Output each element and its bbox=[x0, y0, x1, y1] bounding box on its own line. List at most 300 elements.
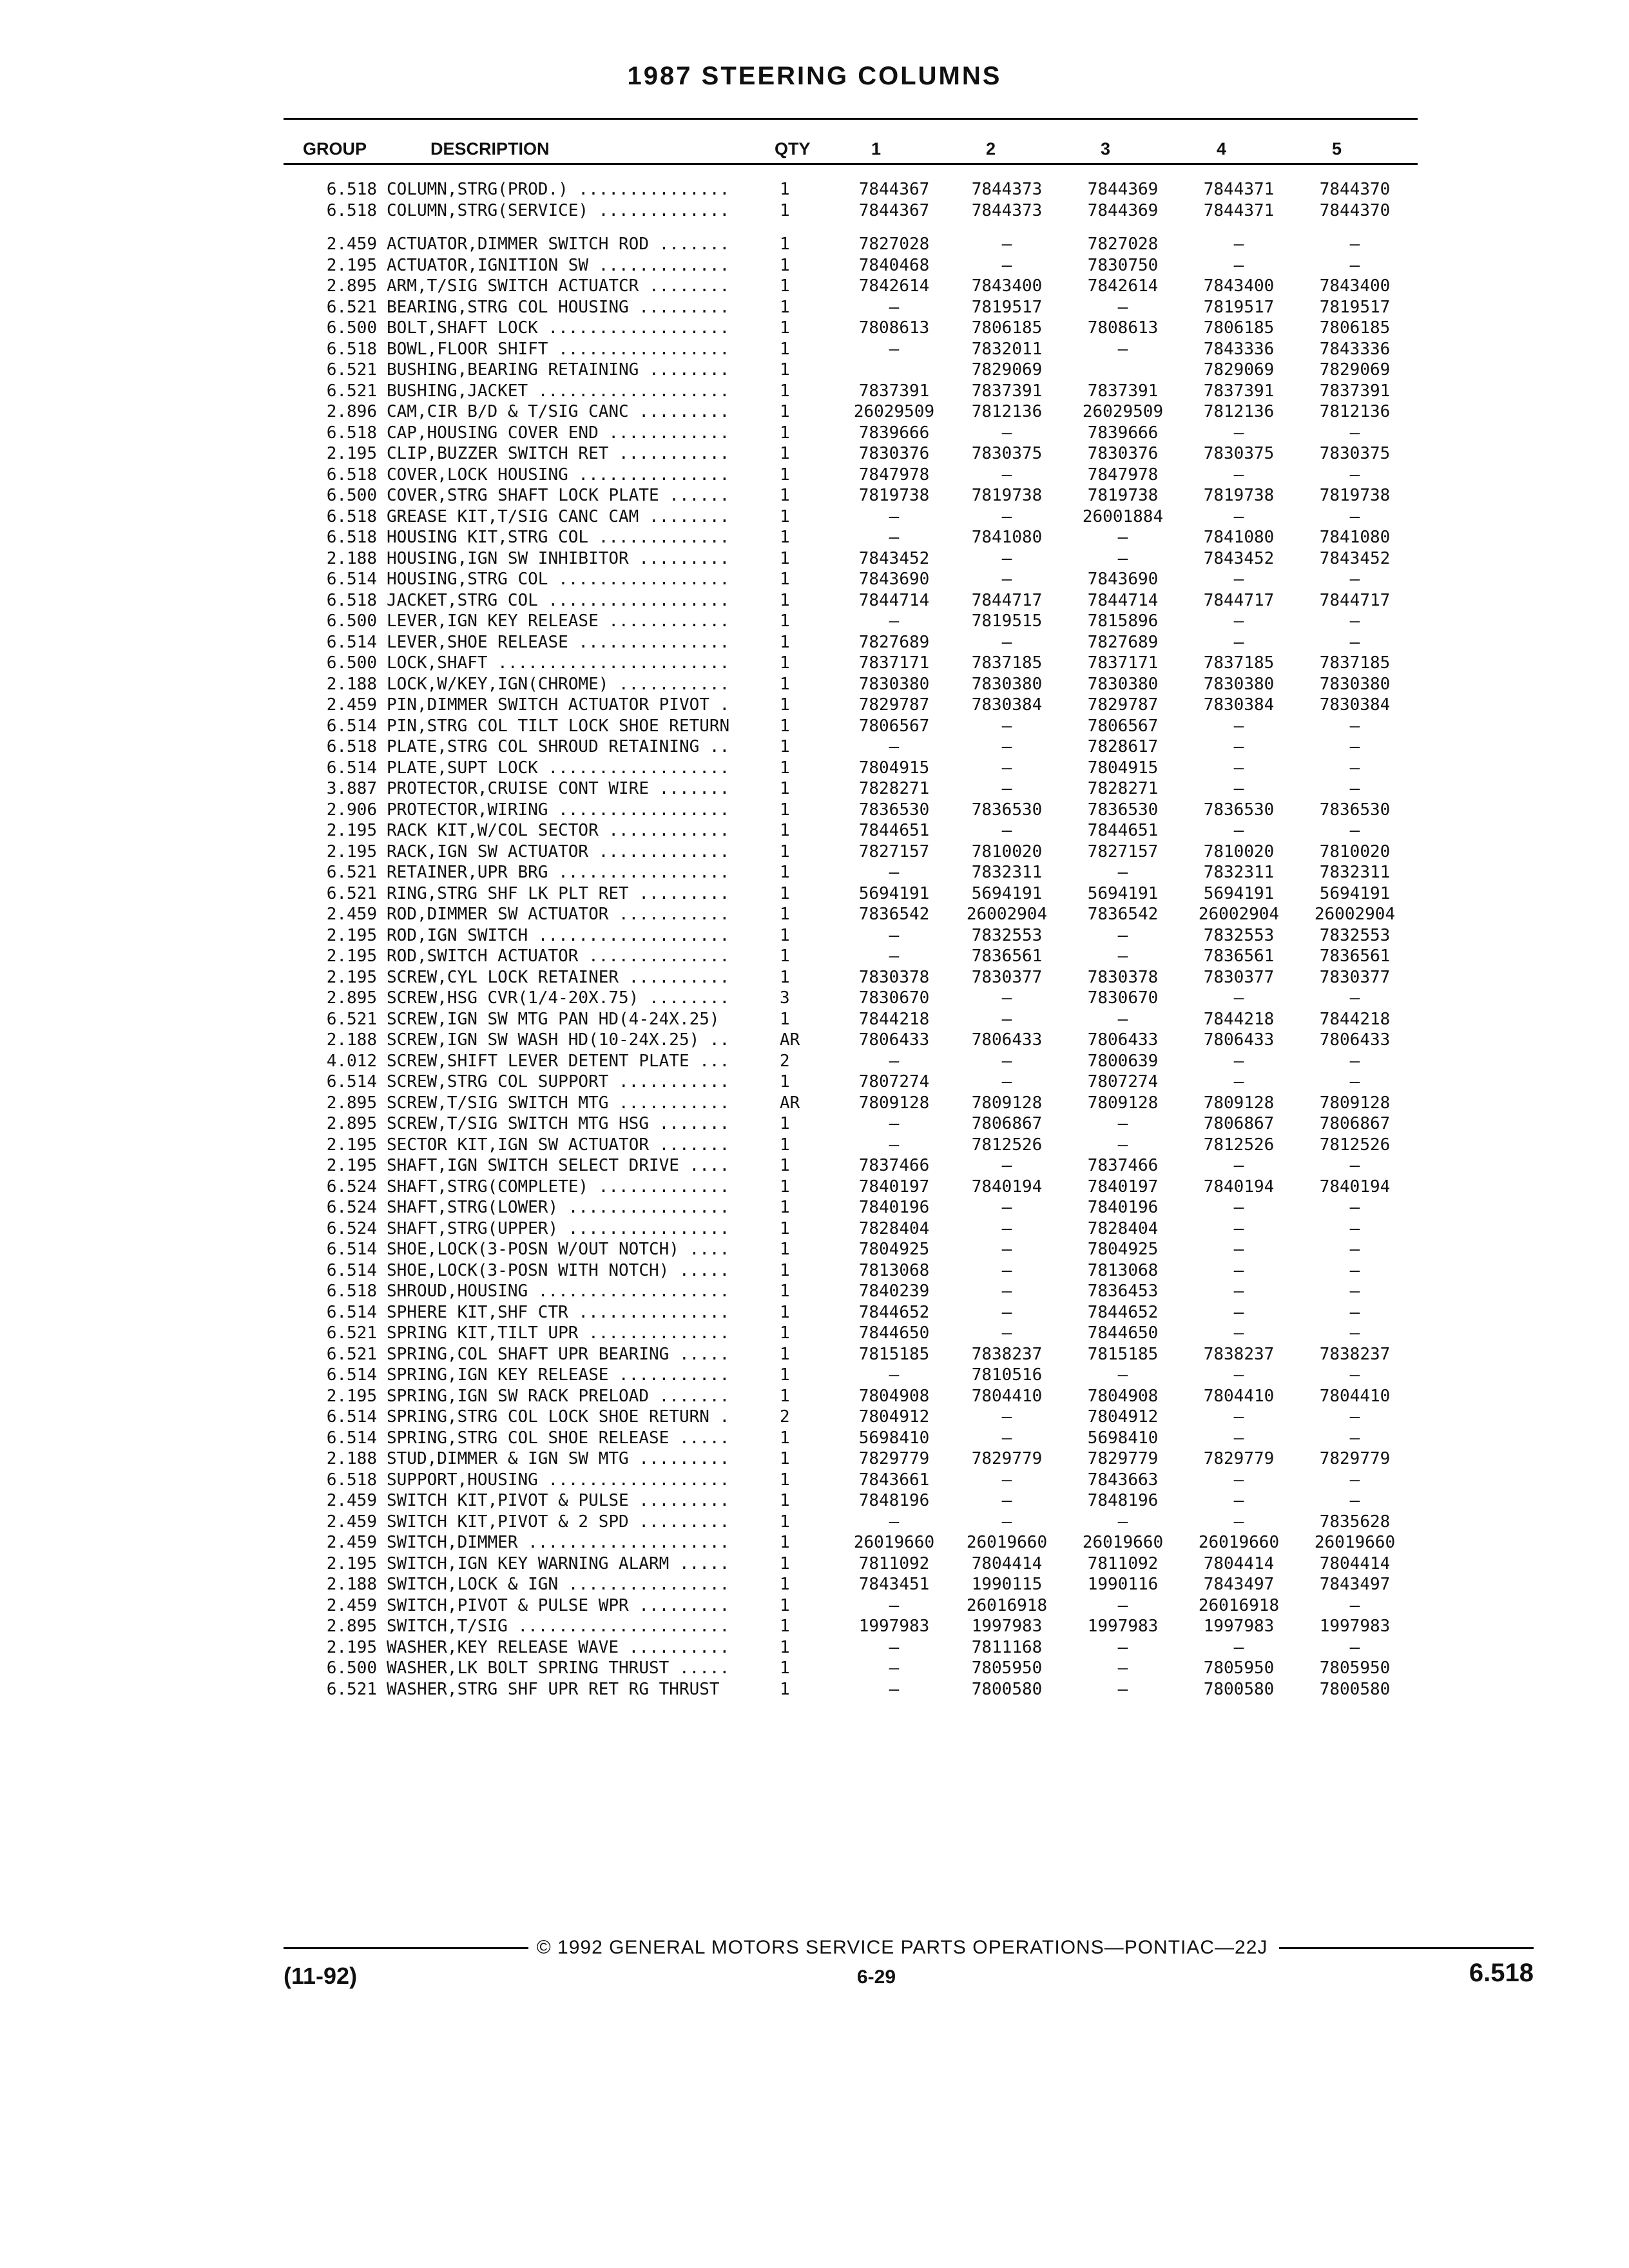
row-part-4: 7844371 bbox=[1203, 200, 1275, 220]
row-part-4: — bbox=[1233, 716, 1244, 736]
row-part-1: 7836542 bbox=[858, 905, 930, 924]
row-part-3: 7837171 bbox=[1087, 653, 1159, 673]
row-part-3: 7804908 bbox=[1087, 1386, 1159, 1406]
row-qty: 2 bbox=[780, 1407, 790, 1427]
row-part-3: 7806567 bbox=[1087, 716, 1159, 736]
row-group: 6.521 bbox=[326, 863, 377, 882]
row-group: 6.518 bbox=[326, 180, 377, 199]
row-qty: 1 bbox=[780, 1512, 790, 1532]
row-group: 6.514 bbox=[326, 1428, 377, 1448]
header-col-4: 4 bbox=[1217, 139, 1227, 159]
row-part-5: 7841080 bbox=[1319, 528, 1391, 547]
row-part-3: — bbox=[1117, 947, 1128, 966]
row-group: 6.500 bbox=[326, 611, 377, 631]
row-part-2: 7840194 bbox=[971, 1177, 1043, 1196]
row-description: HOUSING,STRG COL ................. bbox=[387, 570, 730, 589]
row-description: SECTOR KIT,IGN SW ACTUATOR ....... bbox=[387, 1135, 730, 1155]
row-group: 2.895 bbox=[326, 988, 377, 1008]
row-part-5: — bbox=[1349, 1051, 1360, 1071]
row-part-5: — bbox=[1349, 1072, 1360, 1091]
row-part-3: 7836530 bbox=[1087, 800, 1159, 820]
row-part-5: — bbox=[1349, 1637, 1360, 1657]
row-part-4: — bbox=[1233, 1240, 1244, 1259]
row-part-1: 5694191 bbox=[858, 883, 930, 903]
row-part-4: 7830380 bbox=[1203, 674, 1275, 694]
row-description: RACK,IGN SW ACTUATOR ............. bbox=[387, 841, 730, 861]
row-part-4: 7843497 bbox=[1203, 1575, 1275, 1594]
table-row bbox=[0, 988, 1629, 1009]
row-part-3: 7844650 bbox=[1087, 1323, 1159, 1343]
row-part-4: — bbox=[1233, 423, 1244, 443]
row-part-2: 7830384 bbox=[971, 695, 1043, 715]
row-part-5: 7832553 bbox=[1319, 925, 1391, 945]
row-part-1: 7830670 bbox=[858, 988, 930, 1008]
row-description: SWITCH KIT,PIVOT & PULSE ......... bbox=[387, 1491, 730, 1510]
row-part-2: — bbox=[1001, 1218, 1012, 1238]
row-part-1: 7840197 bbox=[858, 1177, 930, 1196]
row-qty: 1 bbox=[780, 883, 790, 903]
row-qty: AR bbox=[780, 1093, 800, 1113]
row-part-2: 7837391 bbox=[971, 381, 1043, 401]
row-part-3: — bbox=[1117, 528, 1128, 547]
row-group: 2.895 bbox=[326, 1114, 377, 1133]
row-description: CLIP,BUZZER SWITCH RET ........... bbox=[387, 444, 730, 463]
row-description: ROD,SWITCH ACTUATOR .............. bbox=[387, 947, 730, 966]
row-qty: 1 bbox=[780, 1553, 790, 1573]
row-part-3: — bbox=[1117, 1658, 1128, 1678]
table-row bbox=[0, 1574, 1629, 1595]
row-part-5: 7812526 bbox=[1319, 1135, 1391, 1155]
row-description: ACTUATOR,DIMMER SWITCH ROD ....... bbox=[387, 235, 730, 254]
row-part-2: — bbox=[1001, 1240, 1012, 1259]
table-row bbox=[0, 1512, 1629, 1533]
row-description: STUD,DIMMER & IGN SW MTG ......... bbox=[387, 1449, 730, 1468]
row-part-2: 7844717 bbox=[971, 590, 1043, 610]
table-row bbox=[0, 255, 1629, 276]
row-group: 6.518 bbox=[326, 200, 377, 220]
row-description: SHAFT,IGN SWITCH SELECT DRIVE .... bbox=[387, 1156, 730, 1175]
row-part-4: — bbox=[1233, 632, 1244, 652]
row-description: ARM,T/SIG SWITCH ACTUATCR ........ bbox=[387, 276, 730, 296]
row-part-2: — bbox=[1001, 255, 1012, 275]
row-description: SCREW,CYL LOCK RETAINER .......... bbox=[387, 967, 730, 987]
row-part-1: — bbox=[889, 297, 900, 317]
row-part-5: — bbox=[1349, 1323, 1360, 1343]
row-part-3: 7828271 bbox=[1087, 779, 1159, 798]
row-part-5: 7830375 bbox=[1319, 444, 1391, 463]
row-group: 2.459 bbox=[326, 1595, 377, 1615]
row-group: 6.524 bbox=[326, 1177, 377, 1196]
row-part-2: — bbox=[1001, 632, 1012, 652]
row-qty: 1 bbox=[780, 1595, 790, 1615]
row-part-1: 7830380 bbox=[858, 674, 930, 694]
row-part-4: — bbox=[1233, 1407, 1244, 1427]
row-part-5: — bbox=[1349, 1595, 1360, 1615]
row-group: 6.521 bbox=[326, 381, 377, 401]
row-part-4: 7812526 bbox=[1203, 1135, 1275, 1155]
row-group: 6.521 bbox=[326, 1009, 377, 1029]
row-part-2: — bbox=[1001, 1051, 1012, 1071]
row-part-2: — bbox=[1001, 1156, 1012, 1175]
table-row bbox=[0, 1637, 1629, 1658]
row-description: SHAFT,STRG(LOWER) ................ bbox=[387, 1198, 730, 1217]
row-part-4: 7806433 bbox=[1203, 1030, 1275, 1050]
row-part-2: 7843400 bbox=[971, 276, 1043, 296]
row-group: 6.514 bbox=[326, 1072, 377, 1091]
table-row bbox=[0, 234, 1629, 255]
row-description: SCREW,IGN SW WASH HD(10-24X.25) .. bbox=[387, 1030, 730, 1050]
row-part-1: 7844367 bbox=[858, 200, 930, 220]
row-qty: 1 bbox=[780, 779, 790, 798]
row-part-3: 7839666 bbox=[1087, 423, 1159, 443]
header-top-rule bbox=[284, 118, 1418, 120]
row-group: 2.906 bbox=[326, 800, 377, 820]
table-row bbox=[0, 632, 1629, 653]
row-part-2: 7819738 bbox=[971, 486, 1043, 505]
row-part-5: 7843336 bbox=[1319, 339, 1391, 359]
row-part-4: 26016918 bbox=[1198, 1595, 1280, 1615]
row-part-3: 7827689 bbox=[1087, 632, 1159, 652]
row-part-3: 7844714 bbox=[1087, 590, 1159, 610]
row-qty: 1 bbox=[780, 716, 790, 736]
row-description: WASHER,LK BOLT SPRING THRUST ..... bbox=[387, 1658, 730, 1678]
row-qty: 1 bbox=[780, 1491, 790, 1510]
row-group: 2.895 bbox=[326, 1617, 377, 1636]
row-qty: 1 bbox=[780, 180, 790, 199]
row-part-3: 7800639 bbox=[1087, 1051, 1159, 1071]
row-qty: 1 bbox=[780, 423, 790, 443]
row-part-2: 7837185 bbox=[971, 653, 1043, 673]
row-description: SPRING KIT,TILT UPR .............. bbox=[387, 1323, 730, 1343]
row-part-2: 7844373 bbox=[971, 200, 1043, 220]
row-qty: 1 bbox=[780, 1575, 790, 1594]
row-part-2: 7804414 bbox=[971, 1553, 1043, 1573]
row-description: SWITCH,LOCK & IGN ................ bbox=[387, 1575, 730, 1594]
row-part-2: 7844373 bbox=[971, 180, 1043, 199]
row-part-2: — bbox=[1001, 821, 1012, 840]
row-group: 2.195 bbox=[326, 255, 377, 275]
row-part-1: 26029509 bbox=[853, 402, 935, 421]
row-part-2: 7832011 bbox=[971, 339, 1043, 359]
row-part-3: 7809128 bbox=[1087, 1093, 1159, 1113]
footer-page-number: 6-29 bbox=[856, 1966, 896, 1988]
table-row bbox=[0, 653, 1629, 674]
table-row bbox=[0, 946, 1629, 967]
table-row bbox=[0, 1428, 1629, 1449]
row-part-2: 7830380 bbox=[971, 674, 1043, 694]
row-group: 6.521 bbox=[326, 1323, 377, 1343]
row-group: 2.195 bbox=[326, 925, 377, 945]
table-row bbox=[0, 1658, 1629, 1679]
row-part-1: 7815185 bbox=[858, 1344, 930, 1364]
row-description: HOUSING,IGN SW INHIBITOR ......... bbox=[387, 548, 730, 568]
table-row bbox=[0, 967, 1629, 988]
row-qty: 1 bbox=[780, 548, 790, 568]
row-qty: 1 bbox=[780, 967, 790, 987]
table-row bbox=[0, 1135, 1629, 1156]
row-part-2: 7832553 bbox=[971, 925, 1043, 945]
row-part-2: 7829069 bbox=[971, 360, 1043, 380]
row-part-4: 7805950 bbox=[1203, 1658, 1275, 1678]
row-part-3: 7843663 bbox=[1087, 1470, 1159, 1490]
row-description: PROTECTOR,WIRING ................. bbox=[387, 800, 730, 820]
row-part-3: 7807274 bbox=[1087, 1072, 1159, 1091]
row-part-5: 7830384 bbox=[1319, 695, 1391, 715]
row-part-4: 7809128 bbox=[1203, 1093, 1275, 1113]
row-group: 2.459 bbox=[326, 905, 377, 924]
row-group: 6.524 bbox=[326, 1218, 377, 1238]
row-part-5: — bbox=[1349, 1198, 1360, 1217]
row-description: BEARING,STRG COL HOUSING ......... bbox=[387, 297, 730, 317]
row-part-4: — bbox=[1233, 1260, 1244, 1280]
row-qty: 1 bbox=[780, 235, 790, 254]
row-part-3: 7844369 bbox=[1087, 200, 1159, 220]
row-part-2: — bbox=[1001, 1260, 1012, 1280]
row-part-2: — bbox=[1001, 1009, 1012, 1029]
row-qty: 1 bbox=[780, 821, 790, 840]
row-description: BUSHING,JACKET ................... bbox=[387, 381, 730, 401]
row-part-1: — bbox=[889, 1595, 900, 1615]
row-part-5: 5694191 bbox=[1319, 883, 1391, 903]
table-row bbox=[0, 1616, 1629, 1637]
header-col-1: 1 bbox=[871, 139, 882, 159]
row-qty: 1 bbox=[780, 360, 790, 380]
row-description: PROTECTOR,CRUISE CONT WIRE ....... bbox=[387, 779, 730, 798]
row-part-1: 7836530 bbox=[858, 800, 930, 820]
row-qty: 1 bbox=[780, 506, 790, 526]
row-group: 6.521 bbox=[326, 1344, 377, 1364]
table-row bbox=[0, 925, 1629, 947]
row-part-3: 5698410 bbox=[1087, 1428, 1159, 1448]
row-part-3: 1990116 bbox=[1087, 1575, 1159, 1594]
row-part-1: — bbox=[889, 1637, 900, 1657]
row-group: 6.524 bbox=[326, 1198, 377, 1217]
table-row bbox=[0, 1365, 1629, 1386]
row-part-2: 7810516 bbox=[971, 1365, 1043, 1385]
row-qty: 1 bbox=[780, 905, 790, 924]
row-part-5: 7836561 bbox=[1319, 947, 1391, 966]
row-part-3: — bbox=[1117, 1114, 1128, 1133]
row-part-5: — bbox=[1349, 821, 1360, 840]
row-part-1: 7844218 bbox=[858, 1009, 930, 1029]
parts-table bbox=[0, 179, 1629, 1700]
row-description: CAM,CIR B/D & T/SIG CANC ......... bbox=[387, 402, 730, 421]
row-part-3: 7804915 bbox=[1087, 758, 1159, 778]
row-part-1: 7809128 bbox=[858, 1093, 930, 1113]
row-part-1: 7840239 bbox=[858, 1282, 930, 1301]
row-qty: AR bbox=[780, 1030, 800, 1050]
row-part-1: — bbox=[889, 1135, 900, 1155]
row-part-4: — bbox=[1233, 1512, 1244, 1532]
row-part-5: — bbox=[1349, 1302, 1360, 1322]
row-part-1: 7804925 bbox=[858, 1240, 930, 1259]
row-group: 6.521 bbox=[326, 883, 377, 903]
row-part-4: 7837391 bbox=[1203, 381, 1275, 401]
row-part-5: 7843497 bbox=[1319, 1575, 1391, 1594]
row-part-2: 1990115 bbox=[971, 1575, 1043, 1594]
row-part-1: 7808613 bbox=[858, 318, 930, 338]
row-part-4: 7836530 bbox=[1203, 800, 1275, 820]
row-part-5: — bbox=[1349, 235, 1360, 254]
table-row bbox=[0, 381, 1629, 402]
row-part-2: 7819517 bbox=[971, 297, 1043, 317]
row-part-2: 26016918 bbox=[966, 1595, 1048, 1615]
row-part-4: — bbox=[1233, 1051, 1244, 1071]
row-description: SPRING,STRG COL LOCK SHOE RETURN . bbox=[387, 1407, 730, 1427]
row-qty: 1 bbox=[780, 695, 790, 715]
header-qty: QTY bbox=[775, 139, 811, 159]
row-qty: 1 bbox=[780, 1617, 790, 1636]
table-row bbox=[0, 1072, 1629, 1093]
table-row bbox=[0, 297, 1629, 318]
row-part-3: 7840197 bbox=[1087, 1177, 1159, 1196]
row-description: SWITCH KIT,PIVOT & 2 SPD ......... bbox=[387, 1512, 730, 1532]
row-part-2: — bbox=[1001, 465, 1012, 485]
header-description: DESCRIPTION bbox=[430, 139, 550, 159]
row-part-2: 7819515 bbox=[971, 611, 1043, 631]
row-group: 2.195 bbox=[326, 947, 377, 966]
row-part-4: — bbox=[1233, 570, 1244, 589]
row-part-3: — bbox=[1117, 339, 1128, 359]
row-group: 6.521 bbox=[326, 297, 377, 317]
row-qty: 1 bbox=[780, 1344, 790, 1364]
row-part-4: — bbox=[1233, 1470, 1244, 1490]
row-qty: 1 bbox=[780, 863, 790, 882]
row-description: SHAFT,STRG(COMPLETE) ............. bbox=[387, 1177, 730, 1196]
row-description: ROD,DIMMER SW ACTUATOR ........... bbox=[387, 905, 730, 924]
table-row bbox=[0, 401, 1629, 423]
table-row bbox=[0, 1323, 1629, 1344]
row-description: SCREW,SHIFT LEVER DETENT PLATE ... bbox=[387, 1051, 730, 1071]
row-qty: 1 bbox=[780, 737, 790, 756]
row-qty: 1 bbox=[780, 465, 790, 485]
row-part-1: 7830376 bbox=[858, 444, 930, 463]
row-qty: 1 bbox=[780, 1449, 790, 1468]
table-row bbox=[0, 695, 1629, 716]
row-part-5: — bbox=[1349, 1470, 1360, 1490]
row-group: 2.195 bbox=[326, 1156, 377, 1175]
row-part-2: — bbox=[1001, 716, 1012, 736]
row-part-4: 7843452 bbox=[1203, 548, 1275, 568]
row-qty: 1 bbox=[780, 528, 790, 547]
row-description: SCREW,HSG CVR(1/4-20X.75) ........ bbox=[387, 988, 730, 1008]
row-part-2: 7836530 bbox=[971, 800, 1043, 820]
row-part-3: — bbox=[1117, 925, 1128, 945]
table-row bbox=[0, 736, 1629, 758]
row-description: PLATE,SUPT LOCK .................. bbox=[387, 758, 730, 778]
row-qty: 1 bbox=[780, 1365, 790, 1385]
row-qty: 1 bbox=[780, 611, 790, 631]
row-part-4: 7838237 bbox=[1203, 1344, 1275, 1364]
row-part-4: — bbox=[1233, 821, 1244, 840]
row-group: 6.514 bbox=[326, 1260, 377, 1280]
row-part-2: — bbox=[1001, 1470, 1012, 1490]
row-part-2: 7810020 bbox=[971, 841, 1043, 861]
row-description: COLUMN,STRG(PROD.) ............... bbox=[387, 180, 730, 199]
row-part-5: 7830380 bbox=[1319, 674, 1391, 694]
row-part-3: 7842614 bbox=[1087, 276, 1159, 296]
row-part-2: — bbox=[1001, 423, 1012, 443]
row-part-2: 7829779 bbox=[971, 1449, 1043, 1468]
row-description: RING,STRG SHF LK PLT RET ......... bbox=[387, 883, 730, 903]
row-part-1: 7827689 bbox=[858, 632, 930, 652]
row-part-4: 7804410 bbox=[1203, 1386, 1275, 1406]
row-part-4: 7837185 bbox=[1203, 653, 1275, 673]
row-qty: 1 bbox=[780, 1533, 790, 1552]
row-group: 2.896 bbox=[326, 402, 377, 421]
table-row bbox=[0, 1260, 1629, 1282]
table-row bbox=[0, 758, 1629, 779]
row-group: 6.518 bbox=[326, 590, 377, 610]
table-row bbox=[0, 841, 1629, 863]
row-part-3: 7836542 bbox=[1087, 905, 1159, 924]
row-part-5: 7804410 bbox=[1319, 1386, 1391, 1406]
row-group: 6.514 bbox=[326, 1365, 377, 1385]
header-group: GROUP bbox=[303, 139, 367, 159]
row-group: 6.514 bbox=[326, 716, 377, 736]
row-part-1: 7813068 bbox=[858, 1260, 930, 1280]
row-part-4: 26002904 bbox=[1198, 905, 1280, 924]
row-part-3: 7811092 bbox=[1087, 1553, 1159, 1573]
row-qty: 1 bbox=[780, 1637, 790, 1657]
row-qty: 1 bbox=[780, 402, 790, 421]
row-part-5: 7844717 bbox=[1319, 590, 1391, 610]
row-part-1: 7844650 bbox=[858, 1323, 930, 1343]
row-group: 6.500 bbox=[326, 486, 377, 505]
row-part-4: — bbox=[1233, 611, 1244, 631]
row-description: ACTUATOR,IGNITION SW ............. bbox=[387, 255, 730, 275]
row-part-1: — bbox=[889, 1051, 900, 1071]
row-qty: 1 bbox=[780, 1679, 790, 1699]
row-part-5: 7844370 bbox=[1319, 200, 1391, 220]
table-row bbox=[0, 360, 1629, 381]
row-part-1: 26019660 bbox=[853, 1533, 935, 1552]
row-part-2: — bbox=[1001, 758, 1012, 778]
row-qty: 1 bbox=[780, 590, 790, 610]
row-part-4: — bbox=[1233, 1282, 1244, 1301]
row-qty: 1 bbox=[780, 444, 790, 463]
row-description: LOCK,W/KEY,IGN(CHROME) ........... bbox=[387, 674, 730, 694]
row-part-3: 7837466 bbox=[1087, 1156, 1159, 1175]
row-group: 2.188 bbox=[326, 1575, 377, 1594]
row-part-5: 7806867 bbox=[1319, 1114, 1391, 1133]
row-part-3: 7836453 bbox=[1087, 1282, 1159, 1301]
table-row bbox=[0, 800, 1629, 821]
row-part-5: 26019660 bbox=[1314, 1533, 1396, 1552]
row-qty: 1 bbox=[780, 1470, 790, 1490]
row-part-3: — bbox=[1117, 1637, 1128, 1657]
row-part-5: 26002904 bbox=[1314, 905, 1396, 924]
row-part-3: 7830378 bbox=[1087, 967, 1159, 987]
row-part-4: 26019660 bbox=[1198, 1533, 1280, 1552]
row-description: SPRING,IGN SW RACK PRELOAD ....... bbox=[387, 1386, 730, 1406]
row-part-4: 7804414 bbox=[1203, 1553, 1275, 1573]
row-group: 2.188 bbox=[326, 1449, 377, 1468]
row-group: 2.459 bbox=[326, 1491, 377, 1510]
row-part-5: 7819517 bbox=[1319, 297, 1391, 317]
row-group: 6.518 bbox=[326, 423, 377, 443]
row-part-3: 7827028 bbox=[1087, 235, 1159, 254]
table-row bbox=[0, 339, 1629, 360]
row-part-5: — bbox=[1349, 1260, 1360, 1280]
row-part-1: 7829787 bbox=[858, 695, 930, 715]
row-part-1: 7829779 bbox=[858, 1449, 930, 1468]
row-part-2: 7812526 bbox=[971, 1135, 1043, 1155]
row-part-5: 7844370 bbox=[1319, 180, 1391, 199]
row-part-3: 7806433 bbox=[1087, 1030, 1159, 1050]
row-part-3: 7808613 bbox=[1087, 318, 1159, 338]
row-description: HOUSING KIT,STRG COL ............. bbox=[387, 528, 730, 547]
